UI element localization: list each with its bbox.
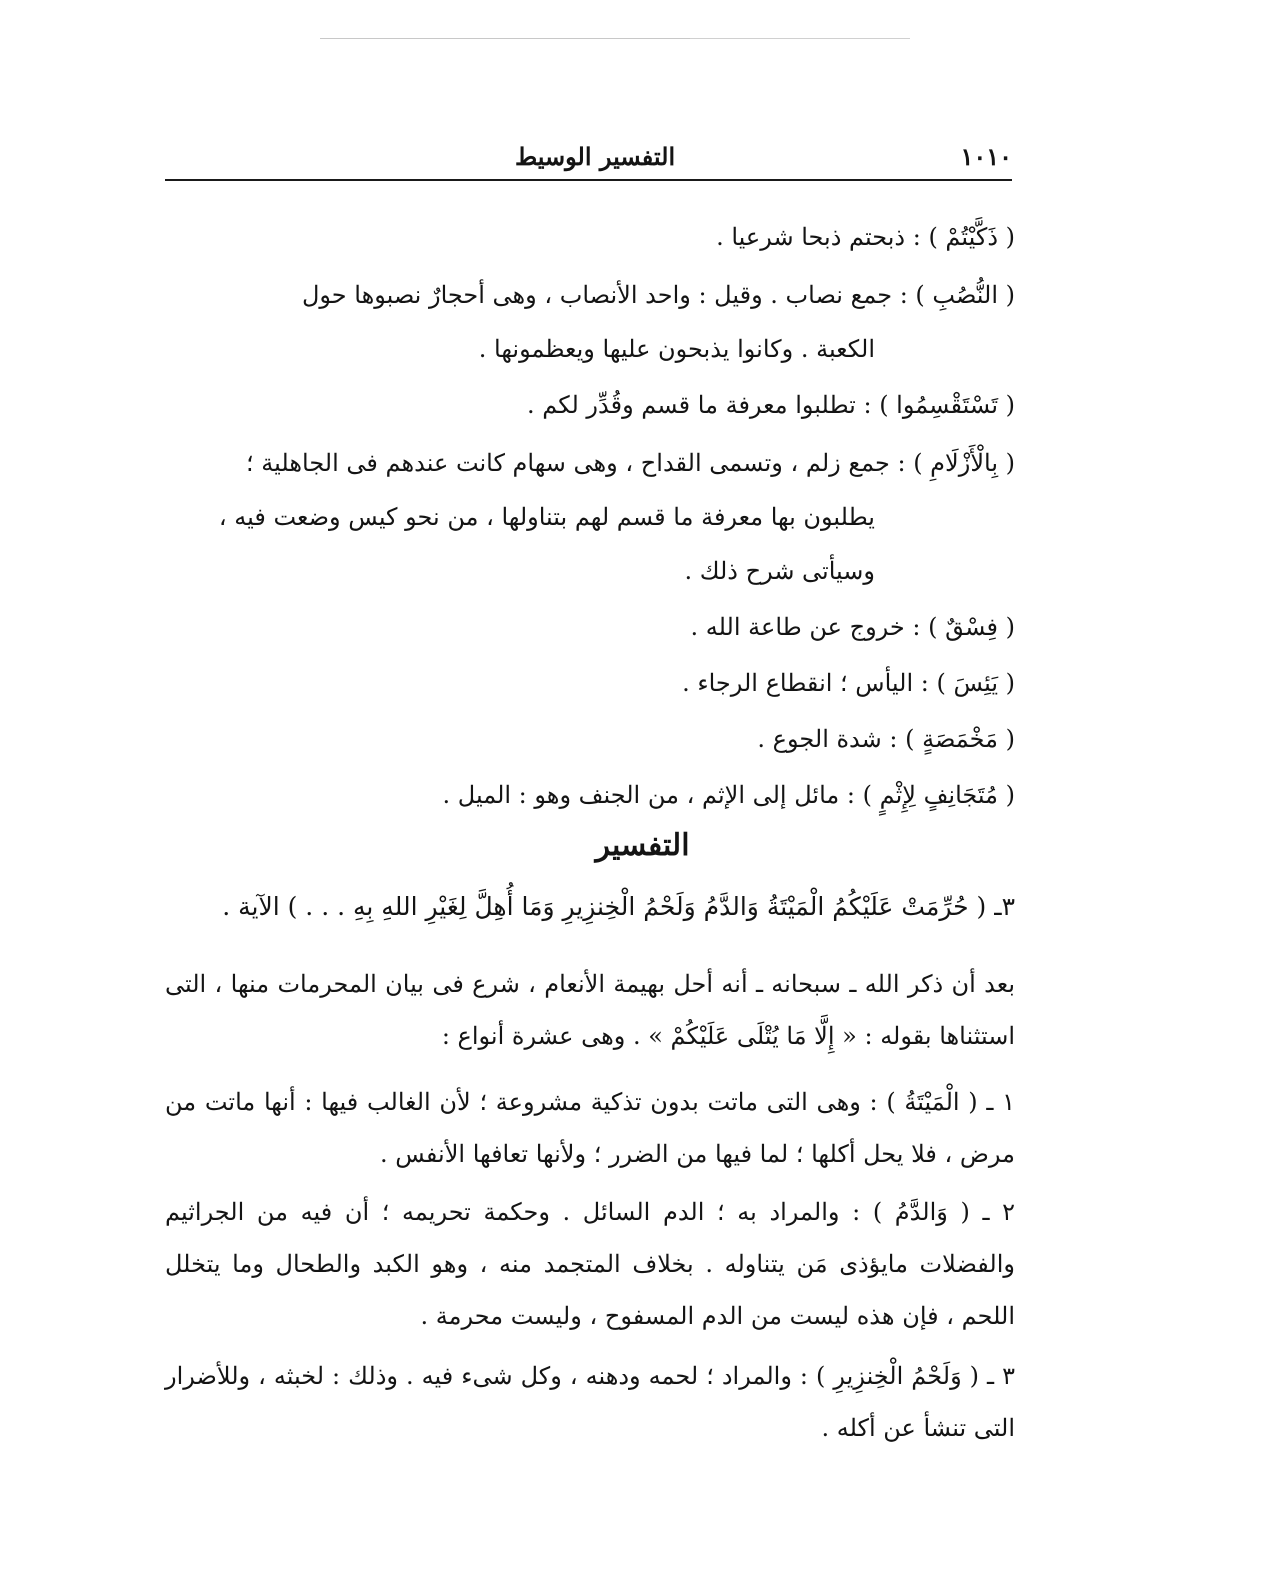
glossary-definition: : ذبحتم ذبحا شرعيا . [716, 223, 929, 251]
glossary-definition: : شدة الجوع . [757, 725, 906, 753]
page-number: ١٠١٠ [960, 142, 1012, 171]
glossary-entry [527, 378, 1015, 432]
glossary-term: ( تَسْتَقْسِمُوا ) [879, 391, 1015, 419]
paragraph-item-2: ٢ ـ ( وَالدَّمُ ) : والمراد به ؛ الدم السائل . وحكمة تحريمه ؛ أن فيه من الجراثيم والفضلات مايؤذى مَن يتناوله . بخلاف المتجمد منه ، وهو الكبد والطحال وما يتخلل اللحم ، فإن هذه ليست من الدم المسفوح ، وليست محرمة . [165, 1198, 1015, 1330]
glossary-entry [690, 600, 1015, 654]
glossary-definition: : جمع نصاب . وقيل : واحد الأنصاب ، وهى أحجارٌ نصبوها حول [301, 281, 916, 309]
glossary-definition: : جمع زلم ، وتسمى القداح ، وهى سهام كانت عندهم فى الجاهلية ؛ [246, 449, 914, 477]
running-title: التفسير الوسيط [515, 142, 676, 171]
scan-artifact [690, 38, 910, 39]
glossary-term: ( بِالْأَزْلَامِ ) [913, 449, 1015, 477]
glossary-entry [302, 268, 1015, 322]
glossary-term: ( النُّصُبِ ) [915, 281, 1015, 309]
glossary-term: ( مُتَجَانِفٍ لِإِثْمٍ ) [862, 781, 1015, 809]
glossary-definition: : خروج عن طاعة الله . [690, 613, 929, 641]
glossary-term: ( مَخْمَصَةٍ ) [905, 725, 1015, 753]
glossary-entry [682, 656, 1015, 710]
header-rule [165, 179, 1012, 181]
paragraph-intro: بعد أن ذكر الله ـ سبحانه ـ أنه أحل بهيمة الأنعام ، شرع فى بيان المحرمات منها ، التى استثناها بقوله : « إِلَّا مَا يُتْلَى عَلَيْكُمْ » . وهى عشرة أنواع : [165, 970, 1015, 1050]
glossary-entry [443, 768, 1015, 822]
glossary-continuation: وسيأتى شرح ذلك . [684, 557, 875, 585]
paragraph-item-3: ٣ ـ ( وَلَحْمُ الْخِنزِيرِ ) : والمراد ؛ لحمه ودهنه ، وكل شىء فيه . وذلك : لخبثه ، وللأضرار التى تنشأ عن أكله . [165, 1362, 1015, 1442]
glossary-term: ( فِسْقٌ ) [928, 613, 1015, 641]
verse-quote: ٣ـ ( حُرِّمَتْ عَلَيْكُمُ الْمَيْتَةُ وَالدَّمُ وَلَحْمُ الْخِنزِيرِ وَمَا أُهِلَّ لِغَيْرِ اللهِ بِهِ . . . ) الآية . [222, 892, 1015, 921]
glossary-definition: : مائل إلى الإثم ، من الجنف وهو : الميل . [442, 781, 863, 809]
glossary-term: ( يَئِسَ ) [936, 669, 1015, 697]
glossary-definition: : اليأس ؛ انقطاع الرجاء . [682, 669, 937, 697]
glossary-entry [716, 210, 1015, 264]
paragraph-item-1: ١ ـ ( الْمَيْتَةُ ) : وهى التى ماتت بدون تذكية مشروعة ؛ لأن الغالب فيها : أنها ماتت من مرض ، فلا يحل أكلها ؛ لما فيها من الضرر ؛ ولأنها تعافها الأنفس . [165, 1088, 1015, 1168]
glossary-entry [757, 712, 1015, 766]
glossary-entry [246, 436, 1015, 490]
glossary-continuation: الكعبة . وكانوا يذبحون عليها ويعظمونها . [478, 335, 875, 363]
page-header [165, 142, 1012, 178]
glossary-term: ( ذَكَّيْتُمْ ) [928, 223, 1015, 251]
section-heading: التفسير [595, 828, 690, 863]
glossary-definition: : تطلبوا معرفة ما قسم وقُدِّر لكم . [526, 391, 880, 419]
glossary-continuation: يطلبون بها معرفة ما قسم لهم بتناولها ، من نحو كيس وضعت فيه ، [218, 503, 875, 531]
